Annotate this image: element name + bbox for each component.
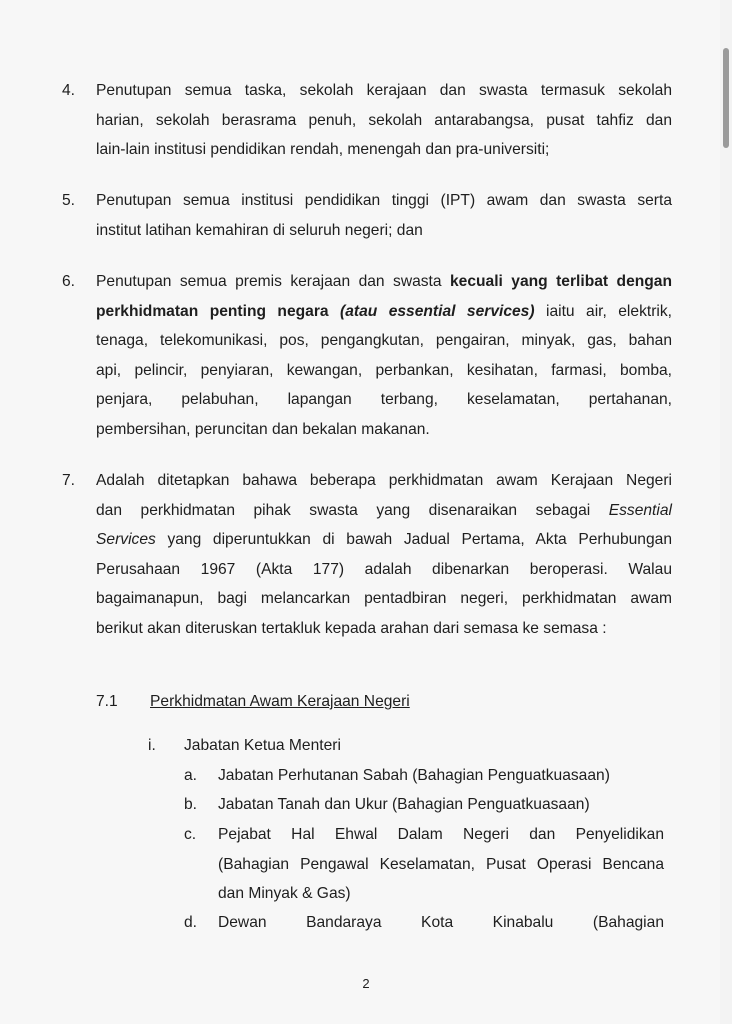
item-number: 4. — [62, 82, 76, 99]
text-run: yang diperuntukkan di bawah Jadual Pertama, Akta Perhubungan — [155, 531, 672, 548]
sub-item-letter: a. — [184, 767, 198, 784]
roman-numeral: i. — [148, 737, 156, 754]
bold-text: kecuali yang terlibat dengan — [449, 273, 672, 290]
page-number: 2 — [362, 976, 370, 991]
text-run: Penutupan semua premis kerajaan dan swasta — [96, 273, 450, 290]
text-line: Penutupan semua taska, sekolah kerajaan dan swasta termasuk sekolah — [96, 82, 672, 99]
item-paragraph — [96, 76, 672, 165]
text-line: Dewan Bandaraya Kota Kinabalu (Bahagian — [218, 914, 664, 931]
text-line: berikut akan diteruskan tertakluk kepada arahan dari semasa ke semasa : — [96, 619, 607, 637]
text-line: Jabatan Perhutanan Sabah (Bahagian Penguatkuasaan) — [218, 767, 610, 784]
sub-item-text — [218, 908, 664, 938]
italic-text: Services — [96, 531, 156, 548]
italic-text: Essential — [608, 501, 672, 519]
text-line: institut latihan kemahiran di seluruh negeri; dan — [96, 221, 423, 239]
item-number: 6. — [62, 273, 76, 290]
text-line — [96, 496, 672, 526]
sub-item-letter: b. — [184, 796, 198, 813]
text-line: (Bahagian Pengawal Keselamatan, Pusat Operasi Bencana — [218, 855, 664, 873]
item-number: 7. — [62, 472, 76, 489]
sub-item-letter: d. — [184, 914, 198, 931]
text-run: dan perkhidmatan pihak swasta yang disenaraikan sebagai — [96, 501, 609, 519]
text-line: dan Minyak & Gas) — [218, 885, 351, 902]
sub-item-letter: c. — [184, 826, 197, 843]
text-run: iaitu air, elektrik, — [534, 302, 672, 320]
text-line: Pejabat Hal Ehwal Dalam Negeri dan Penyelidikan — [218, 826, 664, 843]
sub-item-text — [218, 820, 664, 909]
sub-item-text — [218, 761, 664, 791]
department-title: Jabatan Ketua Menteri — [184, 737, 341, 754]
text-line: Penutupan semua institusi pendidikan tinggi (IPT) awam dan swasta serta — [96, 192, 672, 209]
text-line: bagaimanapun, bagi melancarkan pentadbiran negeri, perkhidmatan awam — [96, 590, 672, 607]
section-number: 7.1 — [96, 693, 118, 710]
text-line: pembersihan, peruncitan dan bekalan makanan. — [96, 420, 430, 438]
text-line: tenaga, telekomunikasi, pos, pengangkutan, pengairan, minyak, gas, bahan — [96, 332, 672, 349]
item-paragraph — [96, 267, 672, 444]
text-line — [96, 525, 672, 555]
text-line: Jabatan Tanah dan Ukur (Bahagian Penguatkuasaan) — [218, 796, 590, 813]
text-line: lain-lain institusi pendidikan rendah, menengah dan pra-universiti; — [96, 141, 550, 158]
bold-italic-text: (atau essential services) — [340, 302, 535, 320]
text-line — [96, 267, 672, 297]
scrollbar-thumb[interactable] — [723, 48, 729, 148]
section-title: Perkhidmatan Awam Kerajaan Negeri — [150, 693, 410, 710]
bold-text: perkhidmatan penting negara — [96, 302, 341, 320]
item-paragraph — [96, 186, 672, 245]
text-line: api, pelincir, penyiaran, kewangan, perbankan, kesihatan, farmasi, bomba, — [96, 361, 672, 379]
text-line: penjara, pelabuhan, lapangan terbang, keselamatan, pertahanan, — [96, 391, 672, 408]
text-line — [96, 297, 672, 327]
sub-item-text — [218, 790, 664, 820]
text-line: harian, sekolah berasrama penuh, sekolah antarabangsa, pusat tahfiz dan — [96, 111, 672, 129]
item-number: 5. — [62, 192, 76, 209]
item-paragraph — [96, 466, 672, 643]
text-line: Adalah ditetapkan bahawa beberapa perkhidmatan awam Kerajaan Negeri — [96, 472, 672, 489]
text-line: Perusahaan 1967 (Akta 177) adalah dibenarkan beroperasi. Walau — [96, 560, 672, 578]
